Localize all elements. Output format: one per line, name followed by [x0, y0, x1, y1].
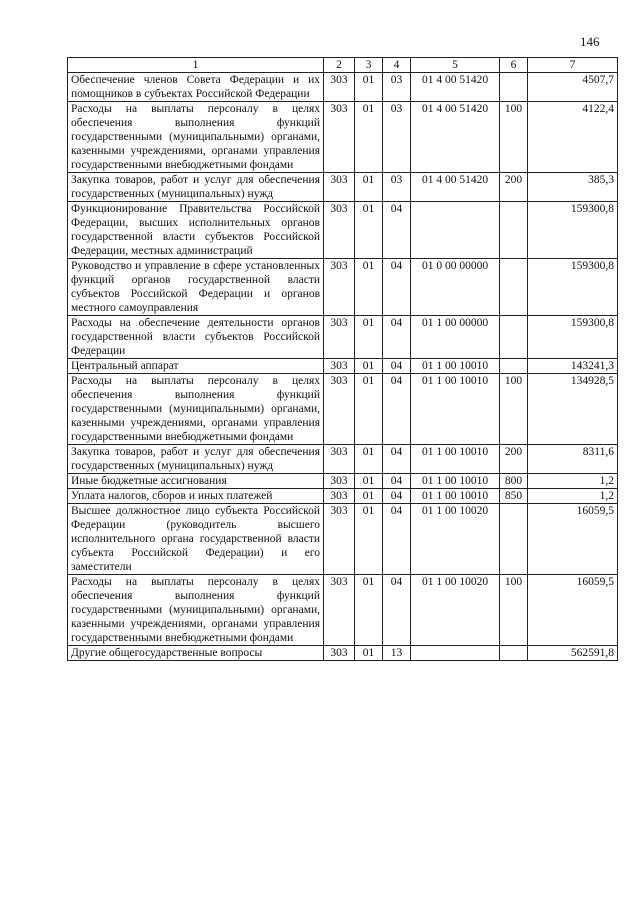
amount: 4122,4: [528, 102, 618, 173]
ministry-code: 303: [324, 359, 355, 374]
ministry-code: 303: [324, 474, 355, 489]
ministry-code: 303: [324, 259, 355, 316]
expense-type-code: 200: [500, 445, 528, 474]
expense-type-code: [500, 73, 528, 102]
item-name: Расходы на выплаты персоналу в целях обеспечения выполнения функций государственными (муниципальными) органами, казенными учреждениями, органами управления государственными внебюджетными фондами: [68, 374, 324, 445]
table-body: [68, 73, 618, 661]
amount: 385,3: [528, 173, 618, 202]
section-code: 01: [355, 73, 383, 102]
expense-type-code: 850: [500, 489, 528, 504]
subsection-code: 04: [383, 259, 411, 316]
target-article-code: 01 1 00 10020: [411, 575, 500, 646]
ministry-code: 303: [324, 173, 355, 202]
expense-type-code: [500, 259, 528, 316]
subsection-code: 03: [383, 102, 411, 173]
expense-type-code: [500, 646, 528, 661]
amount: 159300,8: [528, 202, 618, 259]
expense-type-code: 800: [500, 474, 528, 489]
section-code: 01: [355, 504, 383, 575]
item-name: Расходы на обеспечение деятельности органов государственной власти субъектов Российской Федерации: [68, 316, 324, 359]
column-header: 7: [528, 58, 618, 73]
target-article-code: 01 0 00 00000: [411, 259, 500, 316]
ministry-code: 303: [324, 445, 355, 474]
subsection-code: 03: [383, 173, 411, 202]
section-code: 01: [355, 173, 383, 202]
table-row: [68, 474, 618, 489]
expense-type-code: 200: [500, 173, 528, 202]
subsection-code: 04: [383, 316, 411, 359]
expense-type-code: [500, 316, 528, 359]
section-code: 01: [355, 374, 383, 445]
expense-type-code: [500, 359, 528, 374]
header-row: [68, 58, 618, 73]
amount: 16059,5: [528, 575, 618, 646]
table-row: [68, 316, 618, 359]
item-name: Расходы на выплаты персоналу в целях обеспечения выполнения функций государственными (муниципальными) органами, казенными учреждениями, органами управления государственными внебюджетными фондами: [68, 575, 324, 646]
table-row: [68, 202, 618, 259]
subsection-code: 13: [383, 646, 411, 661]
ministry-code: 303: [324, 202, 355, 259]
amount: 8311,6: [528, 445, 618, 474]
table-row: [68, 73, 618, 102]
item-name: Высшее должностное лицо субъекта Российской Федерации (руководитель высшего исполнительного органа государственной власти субъекта Российской Федерации) и его заместители: [68, 504, 324, 575]
target-article-code: 01 1 00 00000: [411, 316, 500, 359]
expense-type-code: [500, 504, 528, 575]
subsection-code: 04: [383, 202, 411, 259]
expense-type-code: 100: [500, 575, 528, 646]
subsection-code: 03: [383, 73, 411, 102]
target-article-code: 01 1 00 10010: [411, 445, 500, 474]
ministry-code: 303: [324, 102, 355, 173]
section-code: 01: [355, 316, 383, 359]
subsection-code: 04: [383, 474, 411, 489]
ministry-code: 303: [324, 504, 355, 575]
amount: 1,2: [528, 474, 618, 489]
item-name: Руководство и управление в сфере установленных функций органов государственной власти субъектов Российской Федерации и органов местного самоуправления: [68, 259, 324, 316]
ministry-code: 303: [324, 73, 355, 102]
ministry-code: 303: [324, 374, 355, 445]
subsection-code: 04: [383, 374, 411, 445]
item-name: Уплата налогов, сборов и иных платежей: [68, 489, 324, 504]
table-row: [68, 374, 618, 445]
item-name: Функционирование Правительства Российской Федерации, высших исполнительных органов государственной власти субъектов Российской Федерации, местных администраций: [68, 202, 324, 259]
section-code: 01: [355, 489, 383, 504]
table-row: [68, 646, 618, 661]
target-article-code: 01 1 00 10010: [411, 474, 500, 489]
item-name: Обеспечение членов Совета Федерации и их помощников в субъектах Российской Федерации: [68, 73, 324, 102]
amount: 143241,3: [528, 359, 618, 374]
target-article-code: [411, 202, 500, 259]
target-article-code: 01 1 00 10010: [411, 374, 500, 445]
target-article-code: 01 1 00 10010: [411, 489, 500, 504]
expense-type-code: [500, 202, 528, 259]
column-header: 6: [500, 58, 528, 73]
subsection-code: 04: [383, 575, 411, 646]
ministry-code: 303: [324, 489, 355, 504]
amount: 562591,8: [528, 646, 618, 661]
amount: 1,2: [528, 489, 618, 504]
section-code: 01: [355, 646, 383, 661]
expense-type-code: 100: [500, 374, 528, 445]
table-row: [68, 489, 618, 504]
table-row: [68, 504, 618, 575]
item-name: Иные бюджетные ассигнования: [68, 474, 324, 489]
amount: 159300,8: [528, 316, 618, 359]
table-row: [68, 259, 618, 316]
column-header: 2: [324, 58, 355, 73]
ministry-code: 303: [324, 646, 355, 661]
target-article-code: 01 4 00 51420: [411, 173, 500, 202]
amount: 134928,5: [528, 374, 618, 445]
column-header: 1: [68, 58, 324, 73]
section-code: 01: [355, 202, 383, 259]
section-code: 01: [355, 474, 383, 489]
item-name: Закупка товаров, работ и услуг для обеспечения государственных (муниципальных) нужд: [68, 173, 324, 202]
table-row: [68, 445, 618, 474]
page-number: 146: [580, 34, 600, 49]
subsection-code: 04: [383, 504, 411, 575]
target-article-code: 01 1 00 10020: [411, 504, 500, 575]
column-header: 5: [411, 58, 500, 73]
table-row: [68, 575, 618, 646]
subsection-code: 04: [383, 359, 411, 374]
item-name: Расходы на выплаты персоналу в целях обеспечения выполнения функций государственными (муниципальными) органами, казенными учреждениями, органами управления государственными внебюджетными фондами: [68, 102, 324, 173]
target-article-code: [411, 646, 500, 661]
expense-type-code: 100: [500, 102, 528, 173]
section-code: 01: [355, 445, 383, 474]
amount: 16059,5: [528, 504, 618, 575]
ministry-code: 303: [324, 575, 355, 646]
item-name: Закупка товаров, работ и услуг для обеспечения государственных (муниципальных) нужд: [68, 445, 324, 474]
ministry-code: 303: [324, 316, 355, 359]
target-article-code: 01 4 00 51420: [411, 102, 500, 173]
amount: 4507,7: [528, 73, 618, 102]
target-article-code: 01 1 00 10010: [411, 359, 500, 374]
budget-table: [67, 57, 618, 661]
table-row: [68, 102, 618, 173]
amount: 159300,8: [528, 259, 618, 316]
table-row: [68, 173, 618, 202]
section-code: 01: [355, 102, 383, 173]
subsection-code: 04: [383, 445, 411, 474]
section-code: 01: [355, 359, 383, 374]
section-code: 01: [355, 575, 383, 646]
section-code: 01: [355, 259, 383, 316]
item-name: Другие общегосударственные вопросы: [68, 646, 324, 661]
item-name: Центральный аппарат: [68, 359, 324, 374]
table-row: [68, 359, 618, 374]
subsection-code: 04: [383, 489, 411, 504]
column-header: 4: [383, 58, 411, 73]
column-header: 3: [355, 58, 383, 73]
target-article-code: 01 4 00 51420: [411, 73, 500, 102]
